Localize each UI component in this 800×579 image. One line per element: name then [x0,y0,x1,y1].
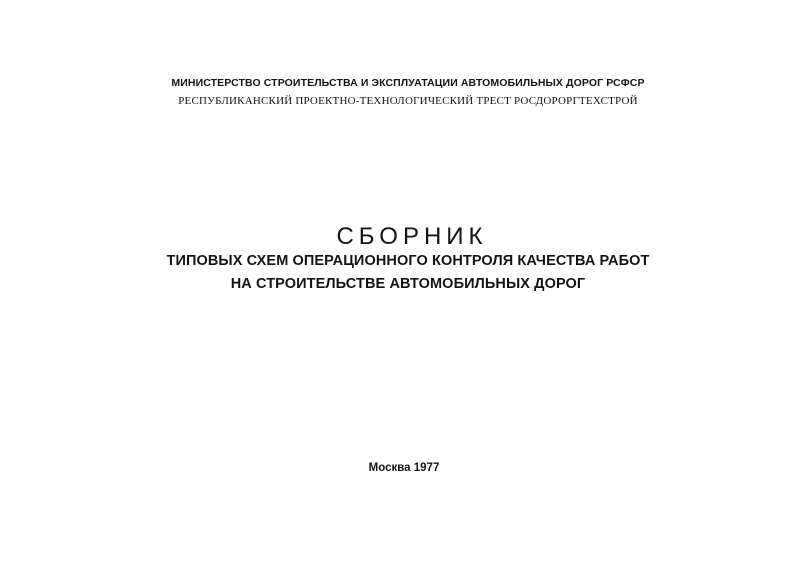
document-subtitle-line-1: ТИПОВЫХ СХЕМ ОПЕРАЦИОННОГО КОНТРОЛЯ КАЧЕСТВА РАБОТ [166,253,650,269]
document-title: СБОРНИК [336,223,488,250]
document-subtitle-line-2: НА СТРОИТЕЛЬСТВЕ АВТОМОБИЛЬНЫХ ДОРОГ [230,276,586,292]
ministry-heading: МИНИСТЕРСТВО СТРОИТЕЛЬСТВА И ЭКСПЛУАТАЦИИ АВТОМОБИЛЬНЫХ ДОРОГ РСФСР [171,77,645,89]
publication-place-year: Москва 1977 [368,462,440,474]
trust-heading: РЕСПУБЛИКАНСКИЙ ПРОЕКТНО-ТЕХНОЛОГИЧЕСКИЙ ТРЕСТ РОСДОРОРГТЕХСТРОЙ [178,95,638,107]
